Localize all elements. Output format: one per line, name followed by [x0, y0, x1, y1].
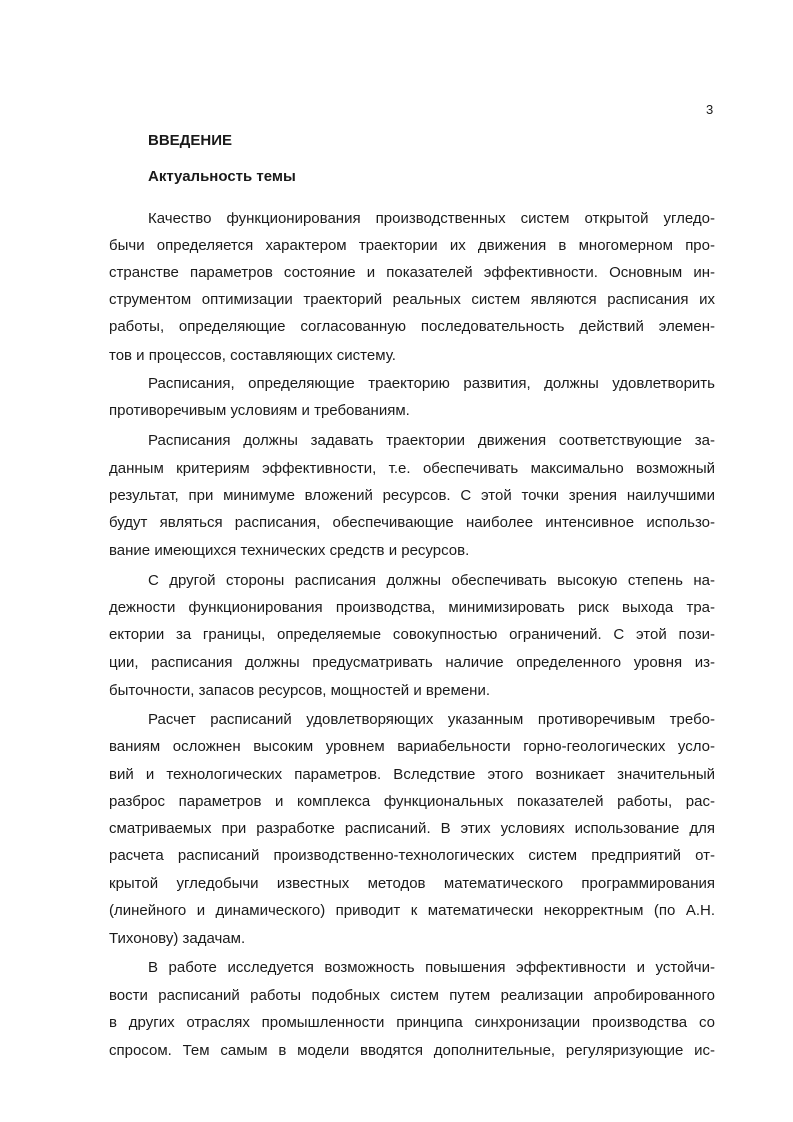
- body-line: быточности, запасов ресурсов, мощностей и времени.: [109, 682, 491, 699]
- body-line: Тихонову) задачам.: [109, 930, 246, 947]
- body-line: разброс параметров и комплекса функциональных показателей работы, рас-: [109, 793, 715, 810]
- body-line: данным критериям эффективности, т.е. обеспечивать максимально возможный: [109, 460, 715, 477]
- body-line: работы, определяющие согласованную последовательность действий элемен-: [109, 318, 715, 335]
- body-line: С другой стороны расписания должны обеспечивать высокую степень на-: [148, 572, 715, 589]
- body-line: крытой угледобычи известных методов математического программирования: [109, 875, 715, 892]
- body-line: вание имеющихся технических средств и ресурсов.: [109, 542, 470, 559]
- body-line: противоречивым условиям и требованиям.: [109, 402, 410, 419]
- body-line: (линейного и динамического) приводит к математически некорректным (по А.Н.: [109, 902, 715, 919]
- body-line: результат, при минимуме вложений ресурсов. С этой точки зрения наилучшими: [109, 487, 715, 504]
- body-line: в других отраслях промышленности принципа синхронизации производства со: [109, 1014, 715, 1031]
- body-line: ции, расписания должны предусматривать наличие определенного уровня из-: [109, 654, 715, 671]
- body-line: спросом. Тем самым в модели вводятся дополнительные, регуляризующие ис-: [109, 1042, 715, 1059]
- body-line: бычи определяется характером траектории их движения в многомерном про-: [109, 237, 715, 254]
- body-line: будут являться расписания, обеспечивающие наиболее интенсивное использо-: [109, 514, 715, 531]
- body-line: струментом оптимизации траекторий реальных систем являются расписания их: [109, 291, 715, 308]
- body-line: расчета расписаний производственно-технологических систем предприятий от-: [109, 847, 715, 864]
- body-line: сматриваемых при разработке расписаний. В этих условиях использование для: [109, 820, 715, 837]
- body-line: Качество функционирования производственных систем открытой угледо-: [148, 210, 715, 227]
- body-line: ваниям осложнен высоким уровнем вариабельности горно-геологических усло-: [109, 738, 715, 755]
- body-line: Расчет расписаний удовлетворяющих указанным противоречивым требо-: [148, 711, 715, 728]
- body-line: дежности функционирования производства, минимизировать риск выхода тра-: [109, 599, 715, 616]
- body-line: Расписания, определяющие траекторию развития, должны удовлетворить: [148, 375, 715, 392]
- section-subheading: Актуальность темы: [148, 168, 296, 185]
- body-line: ектории за границы, определяемые совокупностью ограничений. С этой пози-: [109, 626, 715, 643]
- section-heading: ВВЕДЕНИЕ: [148, 132, 232, 149]
- page-number: 3: [706, 102, 714, 117]
- body-line: вий и технологических параметров. Вследствие этого возникает значительный: [109, 766, 715, 783]
- body-line: В работе исследуется возможность повышения эффективности и устойчи-: [148, 959, 715, 976]
- body-line: вости расписаний работы подобных систем путем реализации апробированного: [109, 987, 715, 1004]
- body-line: тов и процессов, составляющих систему.: [109, 347, 396, 364]
- body-line: Расписания должны задавать траектории движения соответствующие за-: [148, 432, 715, 449]
- body-line: странстве параметров состояние и показателей эффективности. Основным ин-: [109, 264, 715, 281]
